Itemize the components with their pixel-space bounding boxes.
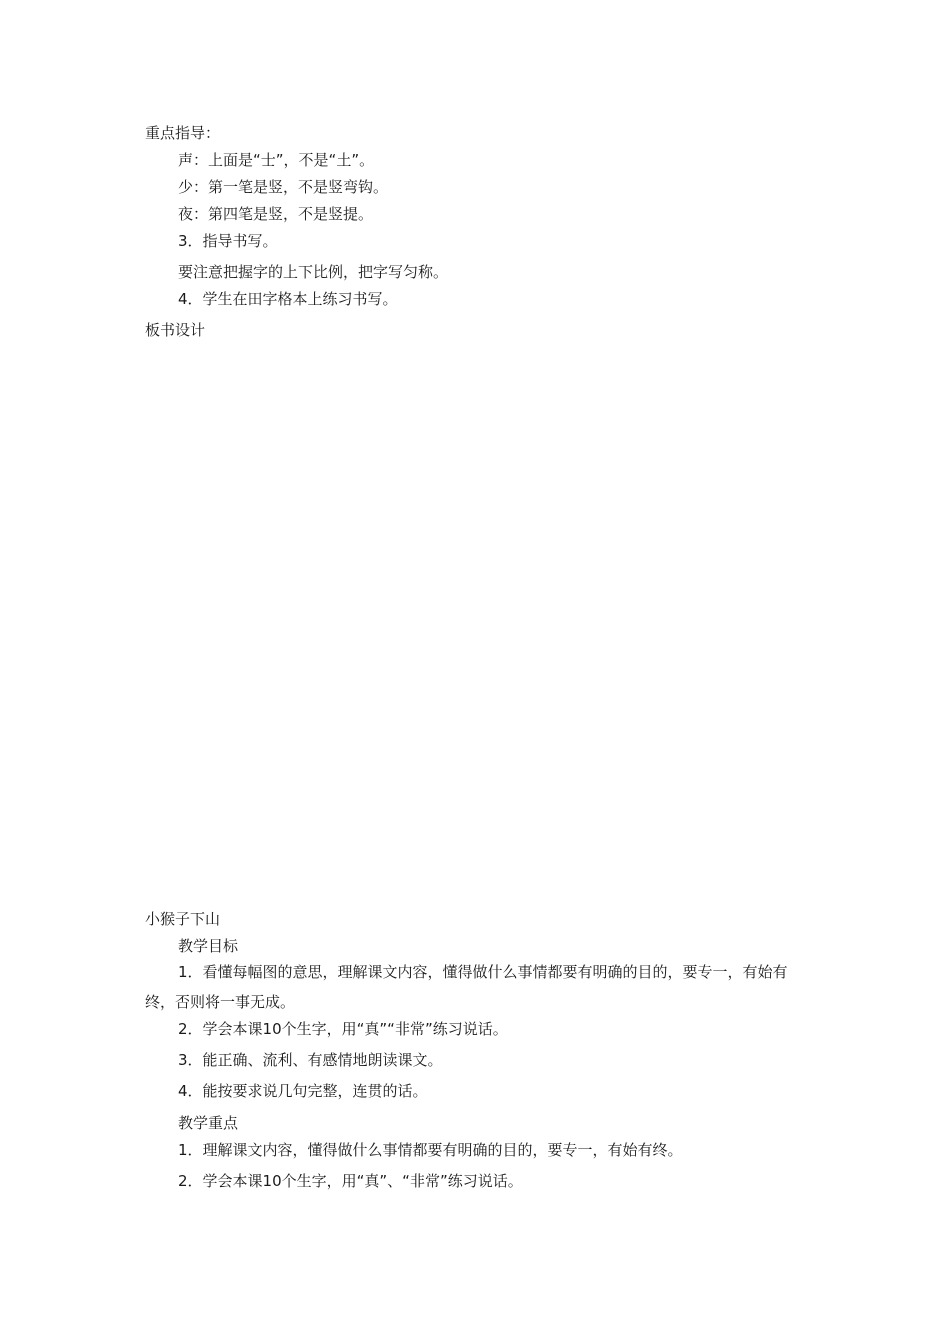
guidance-item: 要注意把握字的上下比例，把字写匀称。: [178, 263, 449, 281]
guidance-item: 声：上面是“士”，不是“土”。: [178, 151, 375, 169]
board-design-heading: 板书设计: [145, 321, 206, 339]
key-point-item: 1．理解课文内容，懂得做什么事情都要有明确的目的，要专一，有始有终。: [178, 1141, 683, 1159]
guidance-item: 少：第一笔是竖，不是竖弯钩。: [178, 178, 389, 196]
key-guidance-heading: 重点指导：: [145, 124, 221, 142]
key-point-item: 2．学会本课10个生字，用“真”、“非常”练习说话。: [178, 1172, 523, 1190]
objective-item: 3．能正确、流利、有感情地朗读课文。: [178, 1051, 443, 1069]
objectives-heading: 教学目标: [178, 937, 239, 955]
key-points-heading: 教学重点: [178, 1114, 239, 1132]
objective-item: 4．能按要求说几句完整，连贯的话。: [178, 1082, 428, 1100]
guidance-item: 夜：第四笔是竖，不是竖提。: [178, 205, 374, 223]
objective-item: 1．看懂每幅图的意思，理解课文内容，懂得做什么事情都要有明确的目的，要专一，有始有终，否则将一事无成。: [145, 963, 788, 1011]
objective-item: 2．学会本课10个生字，用“真”“非常”练习说话。: [178, 1020, 508, 1038]
guidance-item: 3．指导书写。: [178, 232, 278, 250]
guidance-item: 4．学生在田字格本上练习书写。: [178, 290, 398, 308]
lesson-title: 小猴子下山: [145, 910, 221, 928]
